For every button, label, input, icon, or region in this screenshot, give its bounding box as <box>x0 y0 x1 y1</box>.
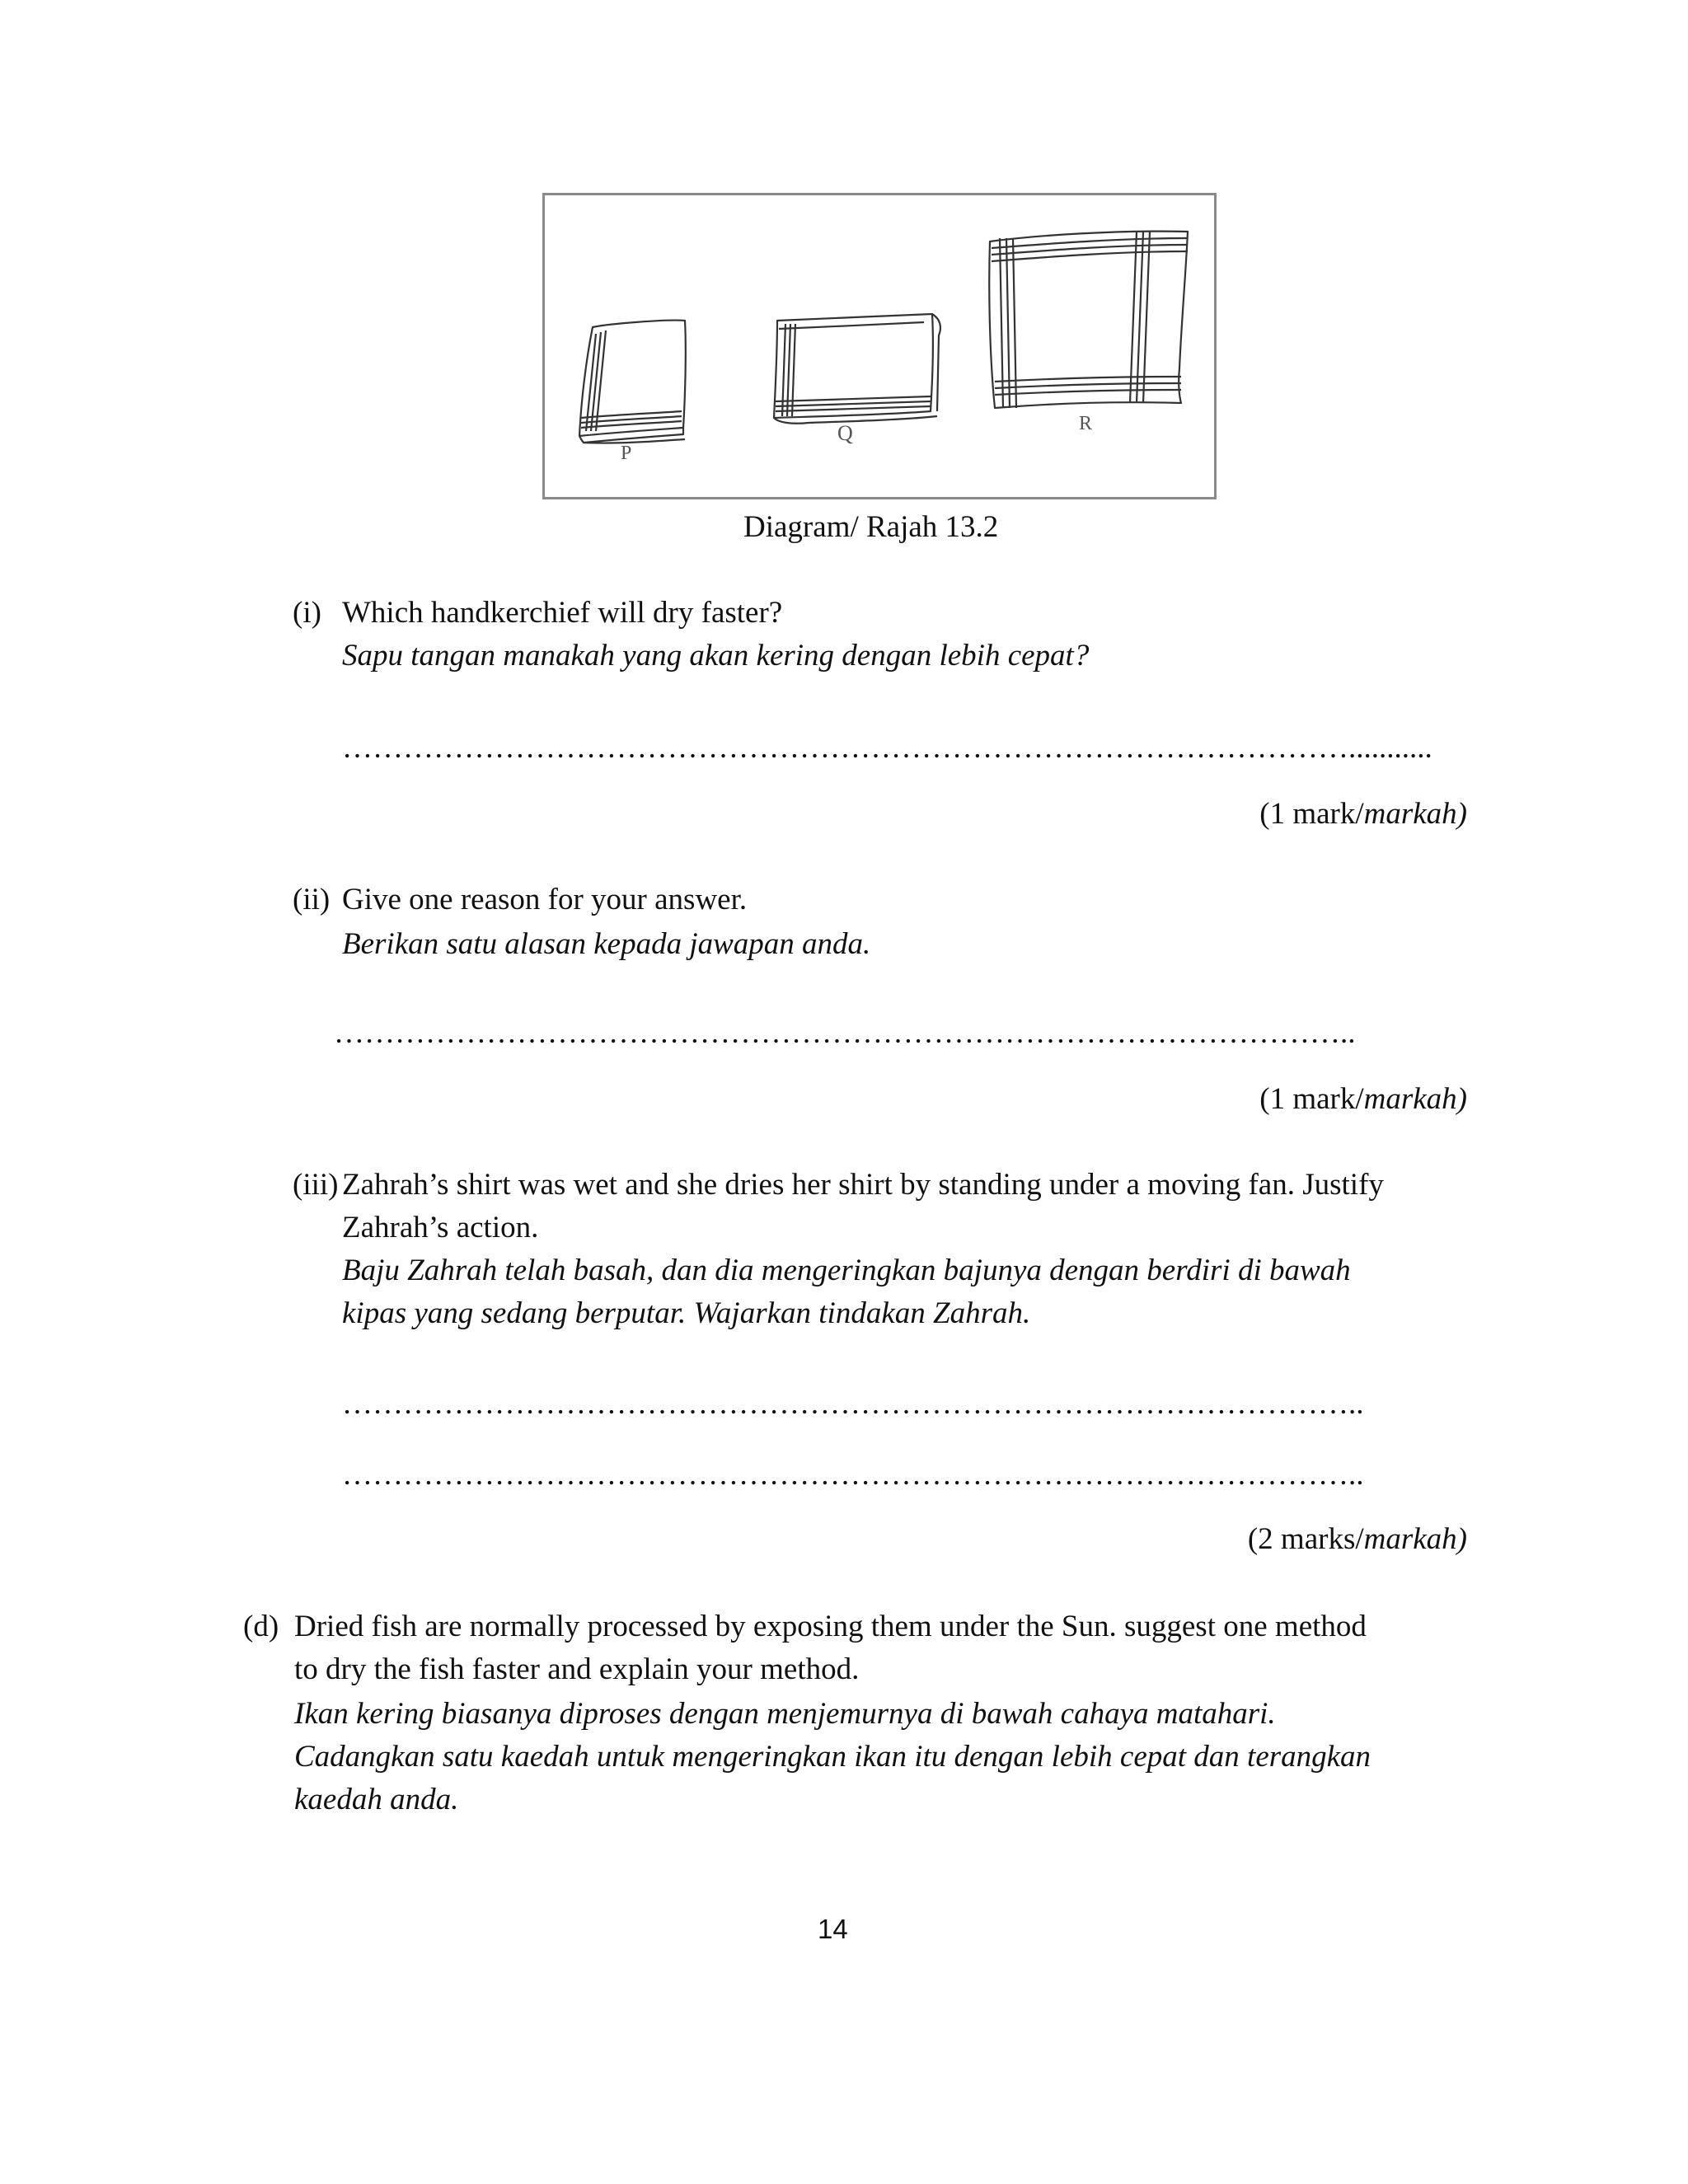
handkerchief-r <box>989 232 1188 408</box>
question-d-english-line2: to dry the fish faster and explain your method. <box>294 1652 860 1686</box>
question-d-malay-line3: kaedah anda. <box>294 1783 459 1816</box>
question-iii-english-line2: Zahrah’s action. <box>342 1211 539 1244</box>
label-q: Q <box>837 421 853 445</box>
page-number: 14 <box>818 1914 848 1944</box>
label-r: R <box>1079 413 1093 434</box>
question-ii-malay: Berikan satu alasan kepada jawapan anda. <box>342 927 871 961</box>
question-d-english-line1: Dried fish are normally processed by exposing them under the Sun. suggest one method <box>294 1610 1367 1643</box>
question-d-number: (d) <box>243 1610 279 1643</box>
marks-ii: (1 mark/markah) <box>1259 1082 1467 1116</box>
answer-line-ii[interactable]: ……………………………………………………………………………………….. <box>334 1017 1356 1050</box>
marks-iii: (2 marks/markah) <box>1247 1522 1467 1556</box>
label-p: P <box>621 443 632 464</box>
answer-line-i[interactable]: ………………………………………………………………………………………........... <box>342 732 1432 765</box>
question-i-number: (i) <box>293 596 321 630</box>
question-iii-english-line1: Zahrah’s shirt was wet and she dries her shirt by standing under a moving fan. Justify <box>342 1168 1384 1202</box>
answer-line-iii-1[interactable]: ……………………………………………………………………………………….. <box>342 1388 1364 1421</box>
question-i-english: Which handkerchief will dry faster? <box>342 596 783 630</box>
question-ii-number: (ii) <box>293 883 331 916</box>
handkerchief-q <box>774 314 940 424</box>
diagram-caption: Diagram/ Rajah 13.2 <box>743 510 999 544</box>
question-d-malay-line1: Ikan kering biasanya diproses dengan menjemurnya di bawah cahaya matahari. <box>294 1697 1276 1731</box>
question-iii-malay-line1: Baju Zahrah telah basah, dan dia mengeringkan bajunya dengan berdiri di bawah <box>342 1254 1351 1287</box>
question-ii-english: Give one reason for your answer. <box>342 883 748 916</box>
question-iii-malay-line2: kipas yang sedang berputar. Wajarkan tindakan Zahrah. <box>342 1296 1031 1330</box>
marks-i: (1 mark/markah) <box>1259 797 1467 831</box>
question-d-malay-line2: Cadangkan satu kaedah untuk mengeringkan ikan itu dengan lebih cepat dan terangkan <box>294 1740 1372 1774</box>
question-i-malay: Sapu tangan manakah yang akan kering dengan lebih cepat? <box>342 639 1090 673</box>
handkerchief-illustration <box>545 195 1214 497</box>
handkerchief-p <box>579 321 686 443</box>
question-iii-number: (iii) <box>293 1168 339 1202</box>
answer-line-iii-2[interactable]: ……………………………………………………………………………………….. <box>342 1459 1364 1492</box>
diagram-13-2 <box>542 193 1217 499</box>
